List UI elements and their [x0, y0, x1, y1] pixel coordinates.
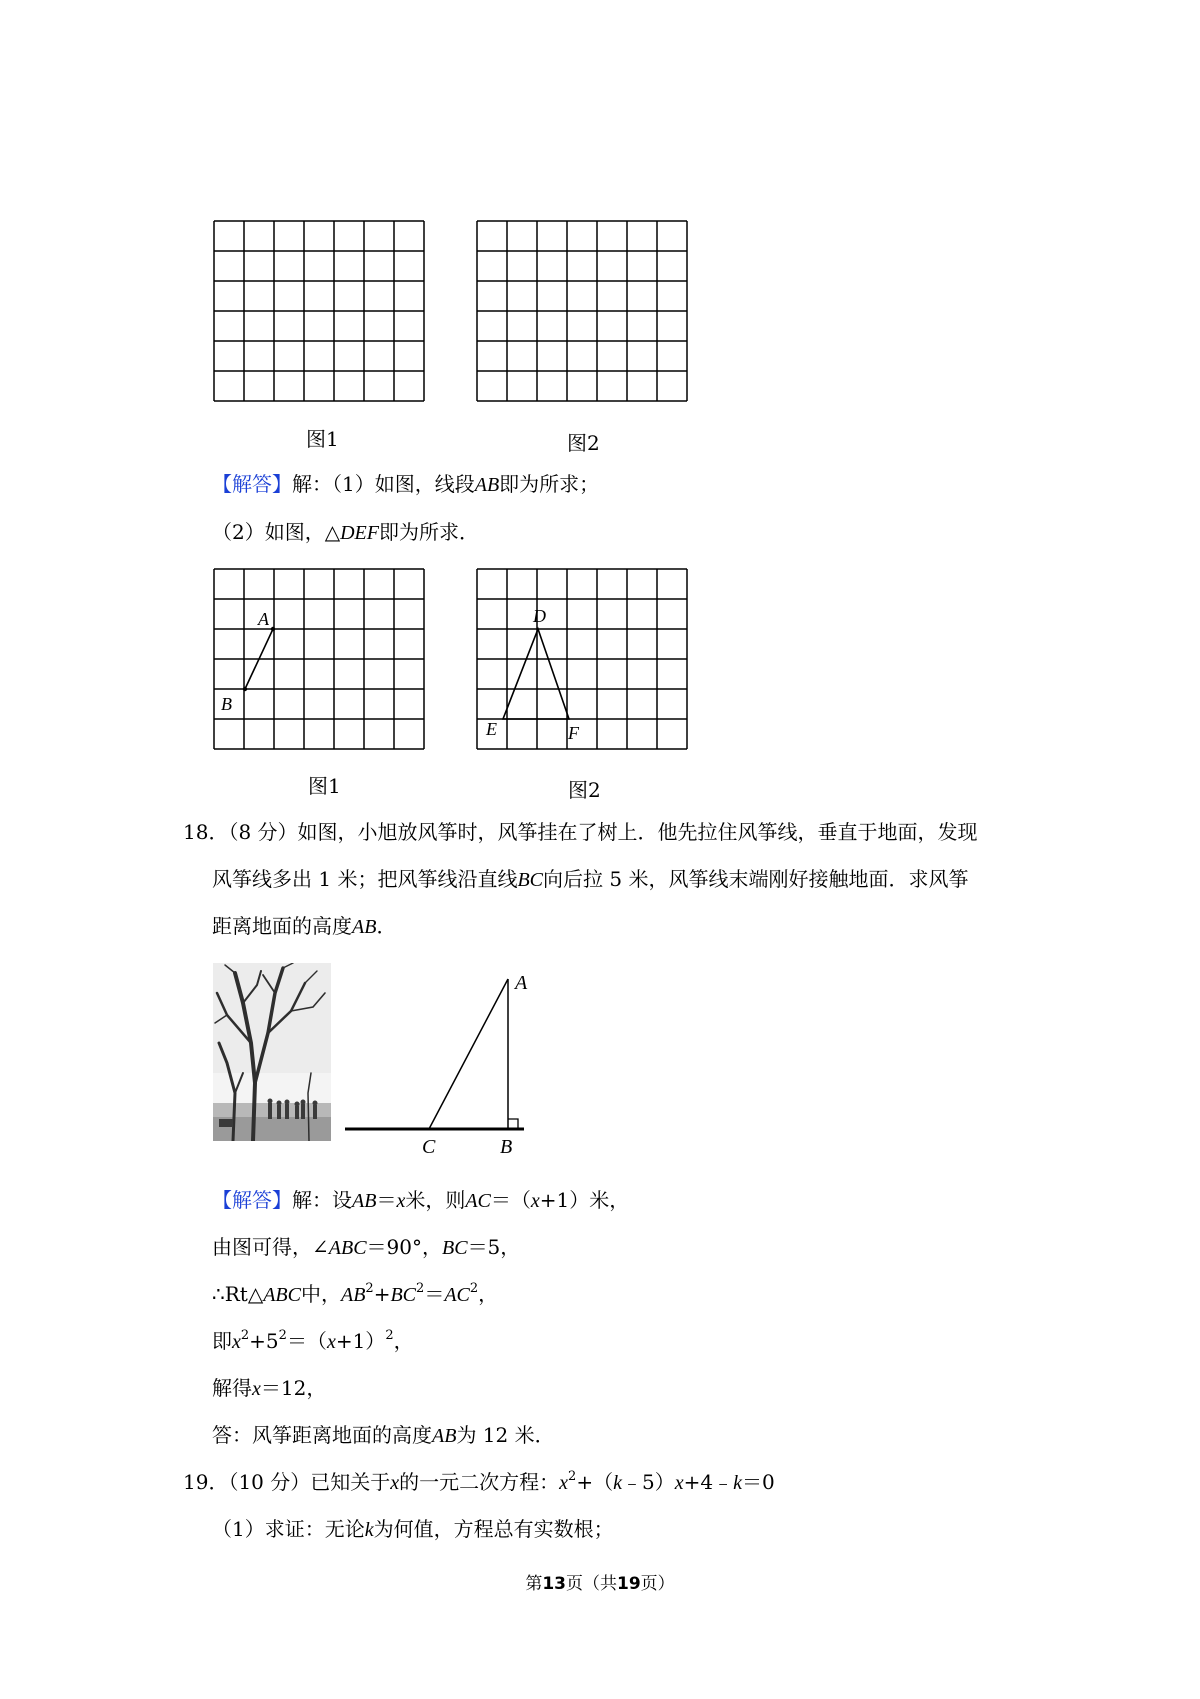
- figure-2-caption: 图2: [567, 431, 600, 455]
- var: BC: [442, 1237, 468, 1259]
- text: （2）如图，△: [212, 520, 341, 544]
- sup: 2: [416, 1281, 425, 1296]
- text: 为 12 米．: [456, 1423, 555, 1447]
- figure-2-caption-answer: 图2: [568, 778, 601, 802]
- figure-1-caption-answer: 图1: [308, 774, 341, 798]
- var: k: [364, 1519, 374, 1541]
- var: AC: [444, 1284, 470, 1306]
- label-a: A: [258, 609, 269, 629]
- sup: 2: [278, 1328, 287, 1343]
- question-18-line-3: [212, 912, 396, 941]
- text: 为何值，方程总有实数根；: [373, 1517, 614, 1541]
- grid-figure-1-answer: [210, 563, 428, 753]
- text: 解：（1）如图，线段: [292, 472, 475, 496]
- var: ABC: [263, 1284, 301, 1306]
- text: 解：设: [292, 1188, 352, 1212]
- question-18-line-1: 18．（8 分）如图，小旭放风筝时，风筝挂在了树上．他先拉住风筝线，垂直于地面，发现: [183, 820, 978, 844]
- text: ＝: [376, 1188, 397, 1212]
- text: ＝12，: [260, 1376, 327, 1400]
- text: 答：风筝距离地面的高度: [212, 1423, 432, 1447]
- text: 中，: [300, 1282, 341, 1306]
- grid-figure-2-question: [473, 217, 691, 405]
- text: 米，则: [405, 1188, 466, 1212]
- grid-figure-1-question: [210, 217, 428, 405]
- text: 距离地面的高度: [212, 914, 352, 938]
- triangle-def: [503, 629, 569, 719]
- text: ，: [393, 1329, 414, 1353]
- answer-17-line-1: [212, 470, 599, 499]
- text: ＝: [424, 1282, 445, 1306]
- label-b: B: [221, 694, 232, 714]
- text: ＝0: [741, 1470, 775, 1494]
- sup: 2: [240, 1328, 250, 1343]
- question-19-line-1: [183, 1468, 775, 1497]
- text: ﹣5）: [621, 1470, 675, 1494]
- answer-18-line-4: [212, 1327, 414, 1356]
- answer-18-line-6: [212, 1421, 555, 1450]
- label-f: F: [568, 723, 579, 743]
- text: 页（共: [566, 1574, 617, 1594]
- var: k: [613, 1472, 622, 1494]
- point-a: [271, 627, 275, 631]
- text: 风筝线多出 1 米；把风筝线沿直线: [212, 867, 518, 891]
- question-19-line-2: [212, 1515, 614, 1544]
- text: 的一元二次方程：: [399, 1470, 560, 1494]
- var: AB: [352, 1190, 377, 1212]
- answer-tag: 【解答】: [212, 1188, 292, 1212]
- var: AB: [340, 1284, 366, 1306]
- text: 即: [212, 1329, 232, 1353]
- var: AB: [474, 474, 500, 496]
- var: ABC: [328, 1237, 367, 1259]
- text: 19．（10 分）已知关于: [183, 1470, 391, 1494]
- var: x: [530, 1190, 540, 1212]
- text: ，: [478, 1282, 499, 1306]
- text: ．: [376, 914, 397, 938]
- text: 页）: [640, 1574, 675, 1594]
- text: 即为所求．: [379, 520, 479, 544]
- var: BC: [390, 1284, 417, 1306]
- var: BC: [517, 869, 544, 891]
- answer-18-line-5: [212, 1374, 326, 1403]
- text: +5: [249, 1329, 279, 1353]
- var: x: [674, 1472, 684, 1494]
- label-e: E: [486, 719, 497, 739]
- grid-figure-2-answer: [473, 563, 691, 753]
- text: 第: [525, 1574, 543, 1594]
- sup: 2: [365, 1281, 374, 1296]
- text: 即为所求；: [499, 472, 600, 496]
- var: x: [326, 1331, 336, 1353]
- text: 向后拉 5 米，风筝线末端刚好接触地面．求风筝: [543, 867, 969, 891]
- point-b: [243, 687, 247, 691]
- var: x: [232, 1331, 241, 1353]
- text: +: [373, 1282, 391, 1306]
- sup: 2: [568, 1469, 577, 1484]
- label-a: A: [515, 972, 528, 994]
- text: ＝（: [286, 1329, 327, 1353]
- answer-18-line-1: [212, 1186, 629, 1215]
- var: AB: [432, 1425, 457, 1447]
- segment-ac: [429, 979, 508, 1129]
- sup: 2: [385, 1328, 394, 1343]
- text: ＝90°，: [366, 1235, 442, 1259]
- answer-18-line-2: [212, 1233, 520, 1262]
- var: k: [733, 1472, 742, 1494]
- tree-photo: [213, 963, 331, 1141]
- text: +1）米，: [539, 1188, 630, 1212]
- label-d: D: [533, 606, 546, 626]
- var: AC: [465, 1190, 491, 1212]
- text: ＝（: [490, 1188, 531, 1212]
- kite-triangle-diagram: [340, 955, 540, 1155]
- figure-1-caption: 图1: [306, 427, 339, 451]
- var: DEF: [340, 522, 379, 544]
- text: ∴Rt△: [212, 1282, 264, 1306]
- var: x: [396, 1190, 406, 1212]
- sup: 2: [469, 1281, 479, 1296]
- var: AB: [352, 916, 377, 938]
- text: ＝5，: [467, 1235, 521, 1259]
- var: x: [252, 1378, 261, 1400]
- text: +4﹣: [683, 1470, 734, 1494]
- text: 解得: [212, 1376, 252, 1400]
- text: 由图可得，∠: [212, 1235, 329, 1259]
- var: x: [390, 1472, 400, 1494]
- page-footer: [0, 1573, 1200, 1595]
- text: （1）求证：无论: [212, 1517, 365, 1541]
- question-18-line-2: [212, 865, 968, 894]
- total-pages: 19: [617, 1574, 641, 1594]
- label-b: B: [500, 1136, 513, 1155]
- text: +（: [576, 1470, 614, 1494]
- page-number: 13: [542, 1574, 566, 1594]
- var: x: [559, 1472, 569, 1494]
- text: +1）: [335, 1329, 386, 1353]
- answer-tag: 【解答】: [212, 472, 292, 496]
- answer-18-line-3: [212, 1280, 498, 1309]
- label-c: C: [422, 1136, 436, 1155]
- answer-17-line-2: [212, 518, 479, 547]
